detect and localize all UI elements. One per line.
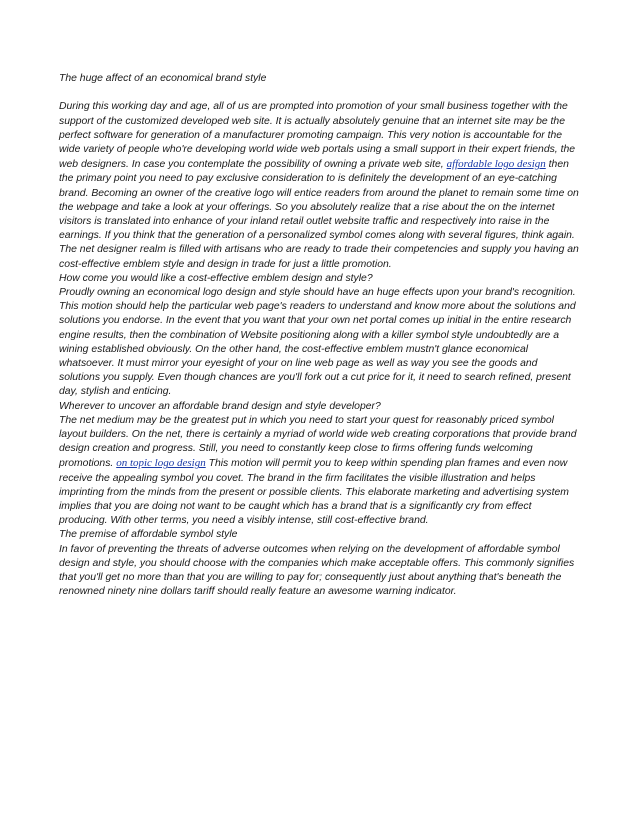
section-heading-premise: The premise of affordable symbol style	[59, 529, 238, 541]
section-heading-why: How come you would like a cost-effective emblem design and style?	[59, 272, 373, 284]
section-heading-where: Wherever to uncover an affordable brand design and style developer?	[59, 400, 381, 412]
document-title: The huge affect of an economical brand style	[59, 73, 267, 84]
section-paragraph-where	[59, 414, 579, 529]
document-page	[59, 72, 579, 600]
section-paragraph-premise: In favor of preventing the threats of adverse outcomes when relying on the development of affordable symbol design and style, you should choose with the companies which make acceptable offers. This commonly signifies that you'll get no more than that you are willing to pay for; consequently just about anything that's beneath the renowned ninety nine dollars tariff should really feature an awesome warning indicator.	[59, 543, 575, 598]
intro-text-after-link: then the primary point you need to pay exclusive consideration to is definitely the development of an eye-catching brand. Becoming an owner of the creative logo will entice readers from around the planet to remain some time on the webpage and take a look at your offerings. So you absolutely realize that a rise about the on the internet visitors is translated into enhance of your inland retail outlet website traffic and respectively into raise in the earnings. If you think that the generation of a personalized symbol comes along with several figures, think again. The net designer realm is filled with artisans who are ready to trade their competencies and supply you having an cost-effective emblem style and design in trade for just a little promotion.	[59, 159, 579, 270]
affordable-logo-design-link[interactable]: affordable logo design	[446, 158, 546, 171]
intro-text-before-link: During this working day and age, all of us are prompted into promotion of your small business together with the support of the customized developed web site. It is actually absolutely genuine that an internet site may be the perfect software for generation of a manufacturer promoting campaign. This very notion is accountable for the wide variety of people who're developing world wide web portals using a small support in their expert friends, the web designers. In case you contemplate the possibility of owning a private web site,	[59, 101, 576, 171]
where-text-before-link: The net medium may be the greatest put in which you need to start your quest for reasonably priced symbol layout builders. On the net, there is certainly a myriad of world wide web creating corporations that provide brand design creation and progress. Still, you need to constantly keep close to firms offering funds welcoming promotions.	[59, 414, 577, 470]
intro-paragraph	[59, 100, 579, 271]
section-paragraph-why: Proudly owning an economical logo design and style should have an huge effects upon your brand's recognition. This motion should help the particular web page's readers to understand and know more about the solutions and solutions you endorse. In the event that you want that your own net portal comes up initial in the entire research engine results, then the combination of Website positioning along with a killer symbol style undoubtedly are a wining established obviously. On the other hand, the cost-effective emblem mustn't glance economical whatsoever. It must mirror your eyesight of your on line web page as well as way you see the goods and solutions you supply. Even though chances are you'll fork out a cut price for it, it need to search refined, present day, stylish and enticing.	[59, 287, 576, 398]
on-topic-logo-design-link[interactable]: on topic logo design	[116, 457, 206, 470]
where-text-after-link: This motion will permit you to keep within spending plan frames and even now receive the appealing symbol you covet. The brand in the firm facilitates the visible illustration and helps imprinting from the minds from the present or possible clients. This elaborate marketing and advertising system implies that you are doing not want to be caught which has a brand that is a significantly cry from effect producing. With other terms, you need a visibly intense, still cost-effective brand.	[59, 458, 569, 527]
